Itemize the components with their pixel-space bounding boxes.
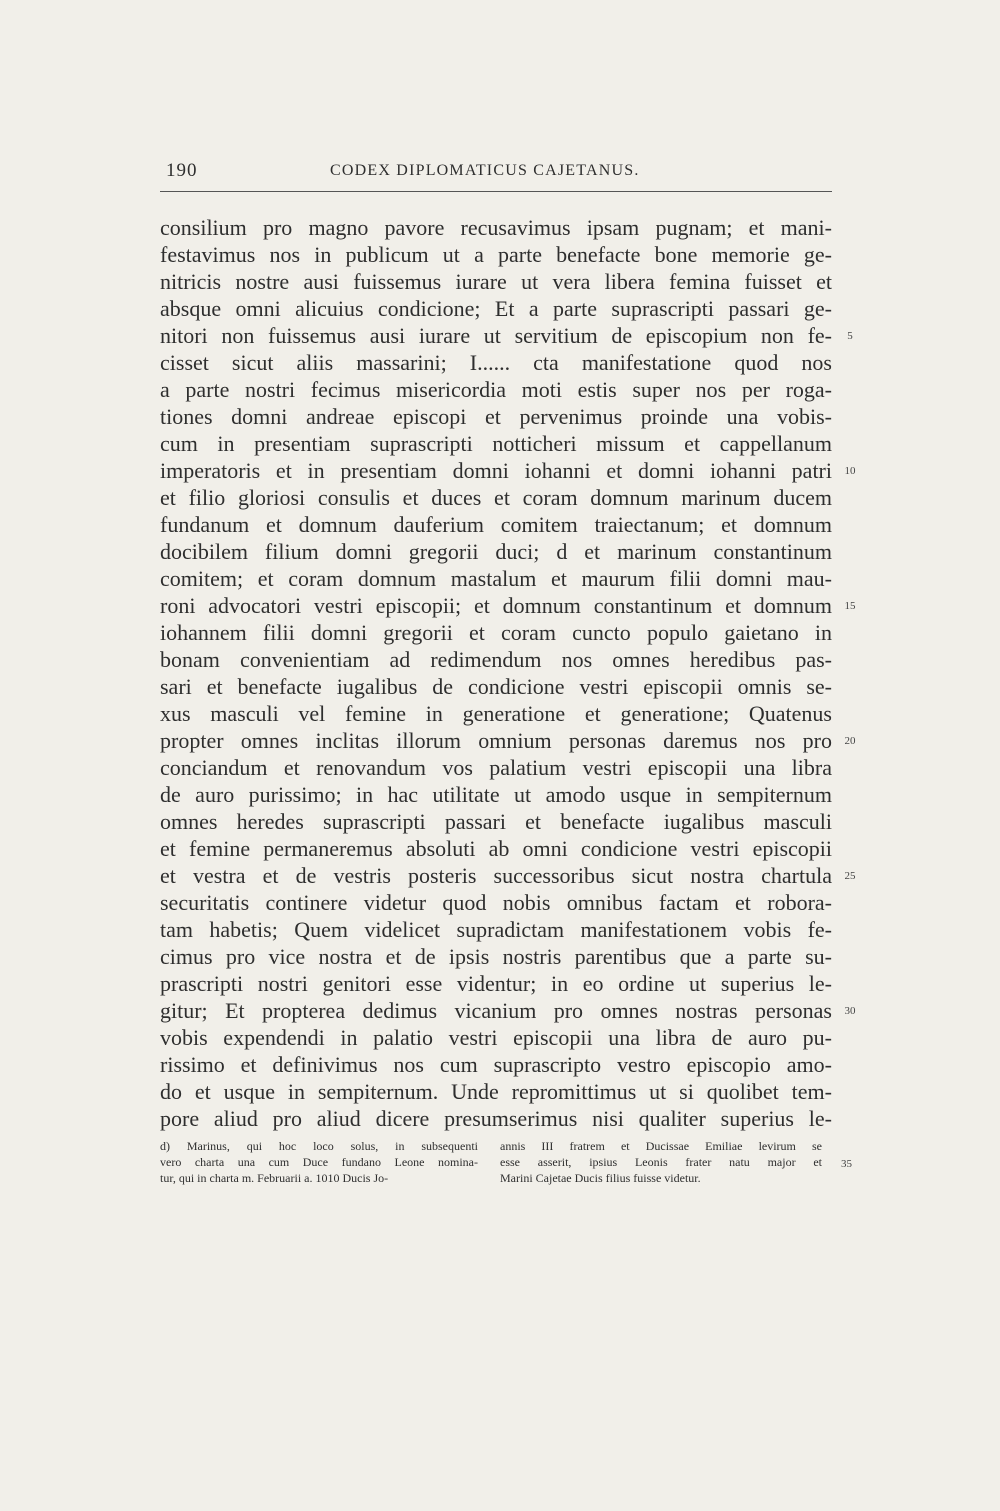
line-number: 5 <box>847 330 853 342</box>
text-line: tiones domni andreae episcopi et pervenimus proinde una vobis- <box>160 404 832 429</box>
text-line: comitem; et coram domnum mastalum et maurum filii domni mau- <box>160 566 832 591</box>
text-line: rissimo et definivimus nos cum suprascripto vestro episcopio amo- <box>160 1052 832 1077</box>
text-line: cisset sicut aliis massarini; I...... cta manifestatione quod nos <box>160 350 832 375</box>
footnote-line-number: 35 <box>841 1158 852 1170</box>
text-line: cimus pro vice nostra et de ipsis nostris parentibus que a parte su- <box>160 944 832 969</box>
text-line: a parte nostri fecimus misericordia moti estis super nos per roga- <box>160 377 832 402</box>
text-line: prascripti nostri genitori esse videntur; in eo ordine ut superius le- <box>160 971 832 996</box>
text-line: propter omnes inclitas illorum omnium personas daremus nos pro <box>160 728 832 753</box>
footnote-line: annis III fratrem et Ducissae Emiliae levirum se <box>500 1139 822 1153</box>
footnote-left-column <box>160 1138 478 1186</box>
text-line: sari et benefacte iugalibus de condicione vestri episcopii omnis se- <box>160 674 832 699</box>
text-line: iohannem filii domni gregorii et coram cuncto populo gaietano in <box>160 620 832 645</box>
line-number: 15 <box>844 600 856 612</box>
text-line: docibilem filium domni gregorii duci; d et marinum constantinum <box>160 539 832 564</box>
footnote-line: tur, qui in charta m. Februarii a. 1010 Ducis Jo- <box>160 1171 389 1185</box>
text-line: cum in presentiam suprascripti notticheri missum et cappellanum <box>160 431 832 456</box>
text-line: nitori non fuissemus ausi iurare ut servitium de episcopium non fe- <box>160 323 832 348</box>
text-line: pore aliud pro aliud dicere presumserimus nisi qualiter superius le- <box>160 1106 832 1131</box>
line-number: 20 <box>844 735 856 747</box>
page-number: 190 <box>166 160 198 181</box>
text-line: securitatis continere videtur quod nobis omnibus factam et robora- <box>160 890 832 915</box>
text-line: omnes heredes suprascripti passari et benefacte iugalibus masculi <box>160 809 832 834</box>
footnote-right-column <box>500 1138 822 1186</box>
text-line: xus masculi vel femine in generatione et generatione; Quatenus <box>160 701 832 726</box>
main-text <box>160 214 832 1132</box>
text-line: gitur; Et propterea dedimus vicanium pro omnes nostras personas <box>160 998 832 1023</box>
text-line: bonam convenientiam ad redimendum nos omnes heredibus pas- <box>160 647 832 672</box>
text-line: absque omni alicuius condicione; Et a parte suprascripti passari ge- <box>160 296 832 321</box>
text-line: roni advocatori vestri episcopii; et domnum constantinum et domnum <box>160 593 832 618</box>
text-line: nitricis nostre ausi fuissemus iurare ut vera libera femina fuisset et <box>160 269 832 294</box>
text-line: imperatoris et in presentiam domni iohanni et domni iohanni patri <box>160 458 832 483</box>
footnote-line: vero charta una cum Duce fundano Leone nomina- <box>160 1155 478 1169</box>
text-line: et femine permaneremus absoluti ab omni condicione vestri episcopii <box>160 836 832 861</box>
footnote-line: d) Marinus, qui hoc loco solus, in subsequenti <box>160 1139 478 1153</box>
line-number: 10 <box>844 465 856 477</box>
text-line: fundanum et domnum dauferium comitem traiectanum; et domnum <box>160 512 832 537</box>
text-line: conciandum et renovandum vos palatium vestri episcopii una libra <box>160 755 832 780</box>
text-line: tam habetis; Quem videlicet supradictam manifestationem vobis fe- <box>160 917 832 942</box>
footnote-line: Marini Cajetae Ducis filius fuisse videtur. <box>500 1171 701 1185</box>
text-line: et filio gloriosi consulis et duces et coram domnum marinum ducem <box>160 485 832 510</box>
header-rule <box>160 191 832 192</box>
line-number: 25 <box>844 870 856 882</box>
text-line: do et usque in sempiternum. Unde repromittimus ut si quolibet tem- <box>160 1079 832 1104</box>
text-line: vobis expendendi in palatio vestri episcopii una libra de auro pu- <box>160 1025 832 1050</box>
running-title: CODEX DIPLOMATICUS CAJETANUS. <box>330 162 640 179</box>
text-line: consilium pro magno pavore recusavimus ipsam pugnam; et mani- <box>160 215 832 240</box>
footnote-line: esse asserit, ipsius Leonis frater natu major et <box>500 1155 822 1169</box>
page-header <box>160 160 832 190</box>
text-line: de auro purissimo; in hac utilitate ut amodo usque in sempiternum <box>160 782 832 807</box>
text-line: et vestra et de vestris posteris successoribus sicut nostra chartula <box>160 863 832 888</box>
line-number: 30 <box>844 1005 856 1017</box>
text-line: festavimus nos in publicum ut a parte benefacte bone memorie ge- <box>160 242 832 267</box>
